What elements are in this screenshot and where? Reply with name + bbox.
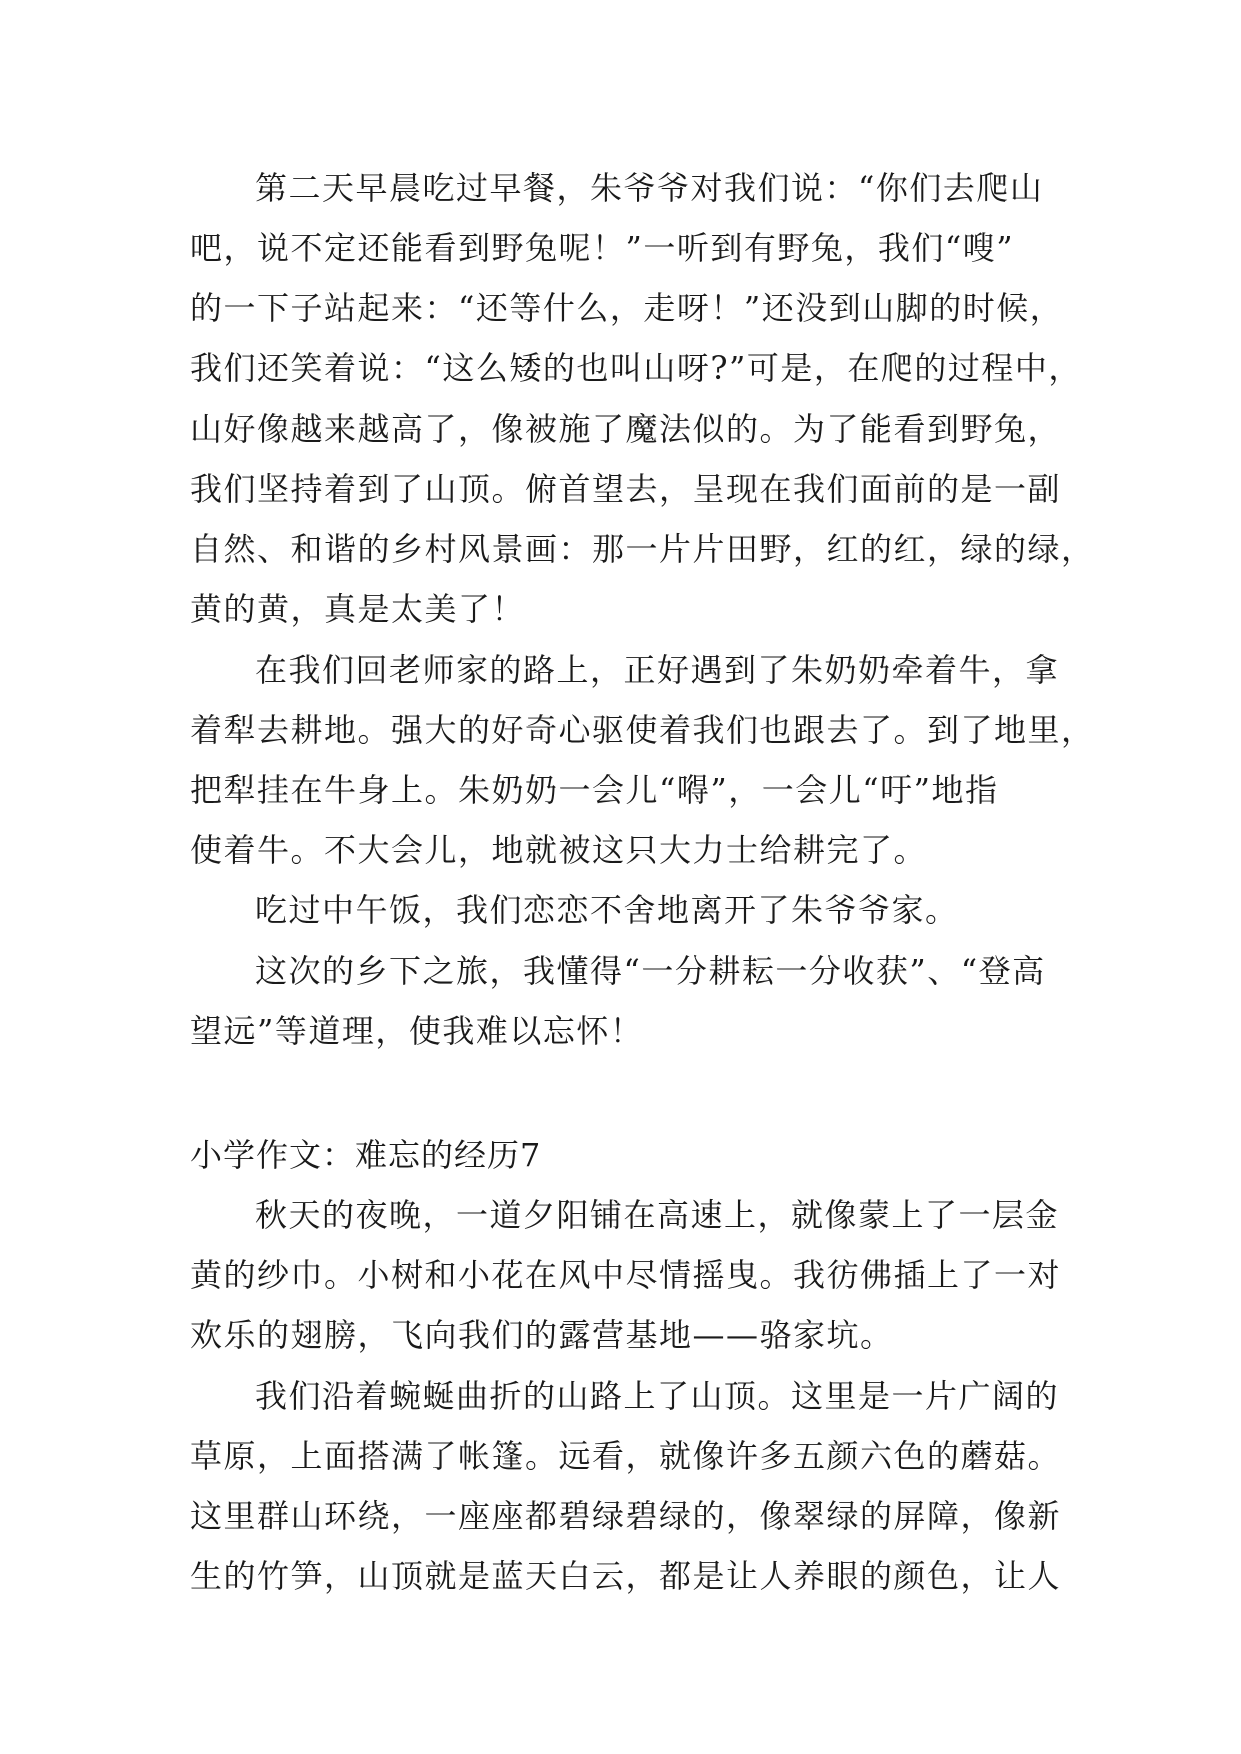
text-line: 把犁挂在牛身上。朱奶奶一会儿“嘚”，一会儿“吁”地指 <box>190 771 999 809</box>
text-line: 草原，上面搭满了帐篷。远看，就像许多五颜六色的蘑菇。 <box>190 1437 1062 1475</box>
essay-title: 小学作文：难忘的经历7 <box>190 1136 542 1174</box>
text-line: 自然、和谐的乡村风景画：那一片片田野，红的红，绿的绿， <box>190 530 1095 568</box>
text-line: 望远”等道理，使我难以忘怀！ <box>190 1012 644 1050</box>
text-line: 着犁去耕地。强大的好奇心驱使着我们也跟去了。到了地里， <box>190 711 1095 749</box>
text-line: 使着牛。不大会儿，地就被这只大力士给耕完了。 <box>190 831 928 869</box>
text-line: 吧，说不定还能看到野兔呢！”一听到有野兔，我们“嗖” <box>190 229 1015 267</box>
text-line: 黄的黄，真是太美了！ <box>190 590 526 628</box>
text-line: 的一下子站起来：“还等什么，走呀！”还没到山脚的时候， <box>190 289 1064 327</box>
text-line: 我们还笑着说：“这么矮的也叫山呀?”可是，在爬的过程中， <box>190 349 1082 387</box>
text-line: 欢乐的翅膀，飞向我们的露营基地——骆家坑。 <box>190 1316 894 1354</box>
text-line: 我们沿着蜿蜒曲折的山路上了山顶。这里是一片广阔的 <box>255 1377 1060 1415</box>
text-line: 我们坚持着到了山顶。俯首望去，呈现在我们面前的是一副 <box>190 470 1062 508</box>
text-line: 吃过中午饭，我们恋恋不舍地离开了朱爷爷家。 <box>255 891 959 929</box>
text-line: 这次的乡下之旅，我懂得“一分耕耘一分收获”、“登高 <box>255 952 1046 990</box>
text-line: 山好像越来越高了，像被施了魔法似的。为了能看到野兔， <box>190 410 1062 448</box>
text-line: 在我们回老师家的路上，正好遇到了朱奶奶牵着牛，拿 <box>255 651 1060 689</box>
text-line: 黄的纱巾。小树和小花在风中尽情摇曳。我彷佛插上了一对 <box>190 1256 1062 1294</box>
text-line: 秋天的夜晚，一道夕阳铺在高速上，就像蒙上了一层金 <box>255 1196 1060 1234</box>
text-line: 第二天早晨吃过早餐，朱爷爷对我们说：“你们去爬山 <box>255 169 1044 207</box>
text-line: 生的竹笋，山顶就是蓝天白云，都是让人养眼的颜色，让人 <box>190 1557 1062 1595</box>
text-line: 这里群山环绕，一座座都碧绿碧绿的，像翠绿的屏障，像新 <box>190 1497 1062 1535</box>
